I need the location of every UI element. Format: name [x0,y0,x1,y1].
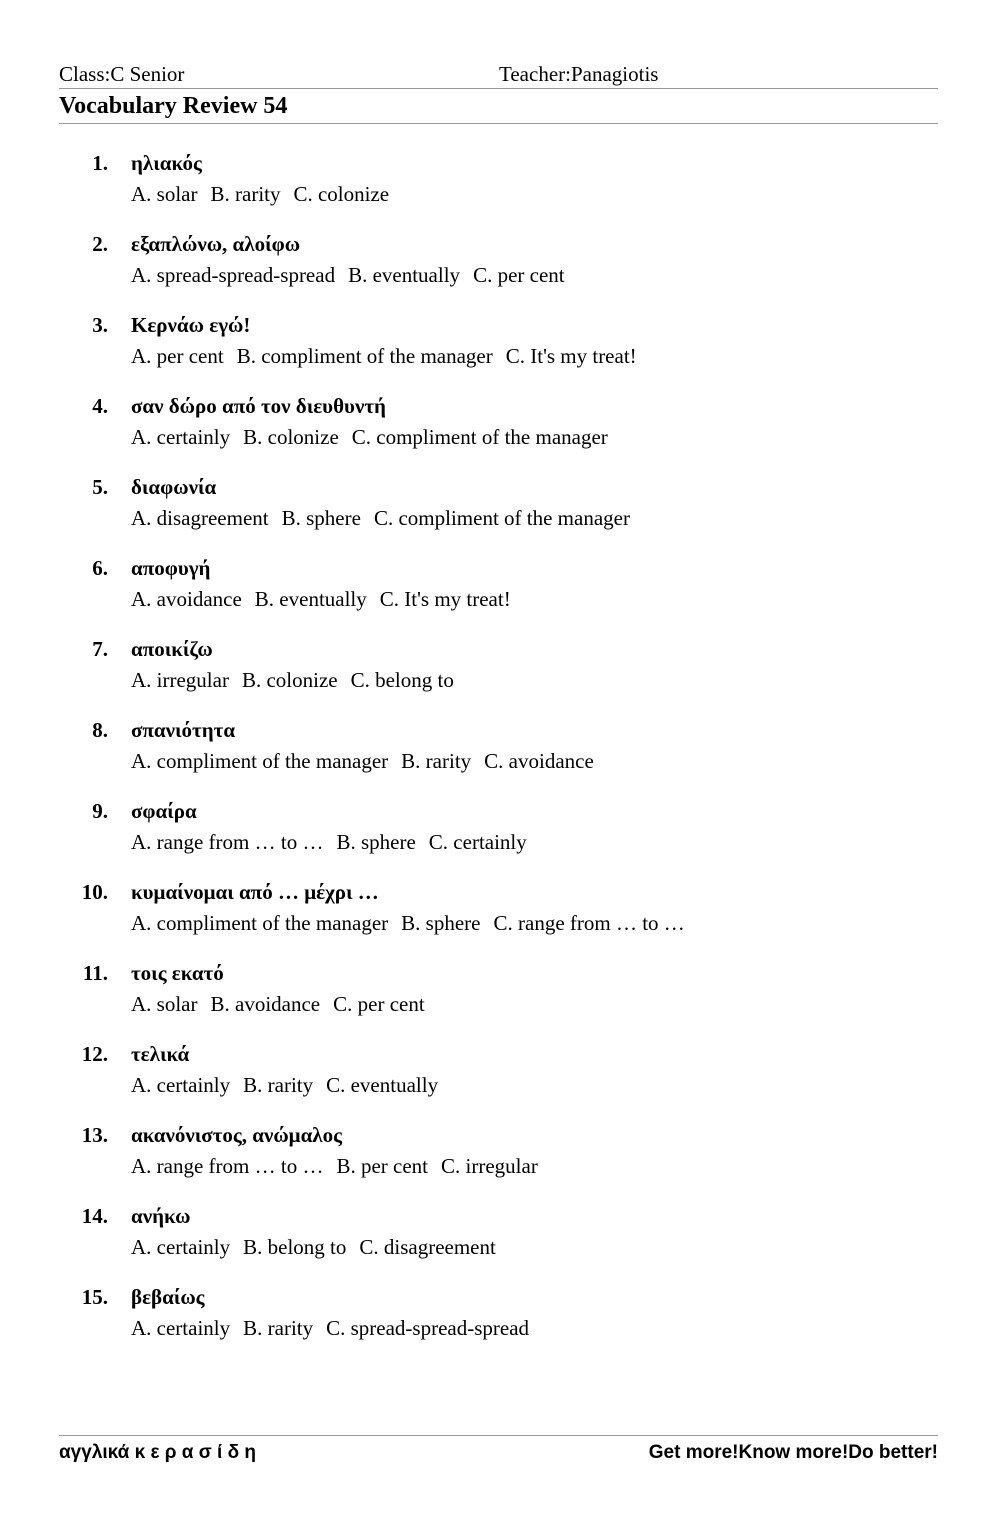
answer-option: C. compliment of the manager [351,425,608,449]
question-number: 3. [92,313,108,337]
answer-option: A. certainly [131,1235,231,1259]
question-number: 13. [81,1123,108,1147]
answer-option: A. solar [131,992,198,1016]
answer-options [131,1153,551,1179]
question-word: ακανόνιστος, ανώμαλος [131,1123,342,1147]
question-item [0,312,1000,393]
question-number: 10. [81,880,108,904]
answer-option: A. compliment of the manager [131,911,389,935]
answer-option: B. rarity [243,1073,314,1097]
question-word: βεβαίως [131,1285,205,1309]
question-number: 8. [92,718,108,742]
question-word: σφαίρα [131,799,197,823]
answer-option: C. certainly [428,830,527,854]
question-word: αποφυγή [131,556,211,580]
question-list [0,150,1000,1365]
answer-option: B. per cent [336,1154,429,1178]
page-title: Vocabulary Review 54 [59,93,938,124]
answer-option: B. avoidance [210,992,321,1016]
answer-option: A. certainly [131,425,231,449]
answer-option: B. rarity [401,749,472,773]
question-item [0,636,1000,717]
answer-options [131,1315,542,1341]
question-word: Κερνάω εγώ! [131,313,251,337]
answer-option: A. compliment of the manager [131,749,389,773]
answer-options [131,424,621,450]
question-word: εξαπλώνω, αλοίφω [131,232,301,256]
answer-option: C. compliment of the manager [373,506,630,530]
question-number: 7. [92,637,108,661]
question-word: τελικά [131,1042,190,1066]
question-word: κυμαίνομαι από … μέχρι … [131,880,379,904]
question-item [0,1203,1000,1284]
question-word: σπανιότητα [131,718,236,742]
answer-option: B. sphere [401,911,481,935]
answer-options [131,748,607,774]
answer-option: B. compliment of the manager [236,344,493,368]
answer-option: A. range from … to … [131,1154,324,1178]
question-word: σαν δώρο από τον διευθυντή [131,394,386,418]
answer-option: C. per cent [333,992,425,1016]
answer-options [131,1234,509,1260]
question-item [0,798,1000,879]
question-item [0,879,1000,960]
footer-brand: αγγλικά κ ε ρ α σ ί δ η [59,1442,256,1463]
answer-option: B. colonize [241,668,338,692]
question-number: 15. [81,1285,108,1309]
question-number: 1. [92,151,108,175]
question-word: τοις εκατό [131,961,224,985]
answer-option: B. eventually [348,263,461,287]
answer-options [131,1072,451,1098]
answer-option: B. sphere [336,830,416,854]
question-item [0,1041,1000,1122]
answer-option: B. belong to [243,1235,347,1259]
answer-option: C. It's my treat! [505,344,637,368]
question-number: 5. [92,475,108,499]
answer-options [131,829,540,855]
answer-option: B. colonize [243,425,339,449]
question-number: 14. [81,1204,108,1228]
question-item [0,555,1000,636]
question-number: 2. [92,232,108,256]
question-item [0,393,1000,474]
answer-options [131,505,643,531]
answer-option: B. eventually [254,587,367,611]
answer-options [131,586,524,612]
footer-slogan: Get more!Know more!Do better! [648,1442,938,1463]
answer-option: C. disagreement [359,1235,496,1259]
answer-option: C. avoidance [484,749,594,773]
answer-option: A. range from … to … [131,830,324,854]
answer-option: C. per cent [473,263,565,287]
question-item [0,1284,1000,1365]
answer-option: A. irregular [131,668,229,692]
answer-option: B. rarity [243,1316,314,1340]
question-item [0,150,1000,231]
question-number: 9. [92,799,108,823]
answer-option: A. certainly [131,1073,231,1097]
answer-option: C. eventually [326,1073,439,1097]
answer-options [131,262,578,288]
answer-options [131,667,467,693]
answer-option: A. solar [131,182,198,206]
answer-option: C. irregular [441,1154,538,1178]
question-word: ανήκω [131,1204,191,1228]
question-number: 11. [82,961,108,985]
question-item [0,960,1000,1041]
question-word: αποικίζω [131,637,213,661]
answer-option: B. rarity [210,182,281,206]
answer-option: C. It's my treat! [379,587,511,611]
question-item [0,474,1000,555]
answer-option: A. per cent [131,344,224,368]
question-number: 4. [92,394,108,418]
answer-option: C. spread-spread-spread [326,1316,530,1340]
question-number: 12. [81,1042,108,1066]
question-item [0,1122,1000,1203]
answer-option: A. avoidance [131,587,242,611]
teacher-label: Teacher:Panagiotis [499,62,659,86]
answer-option: B. sphere [281,506,361,530]
answer-options [131,910,698,936]
question-item [0,717,1000,798]
answer-option: C. range from … to … [493,911,685,935]
question-word: διαφωνία [131,475,217,499]
answer-option: A. certainly [131,1316,231,1340]
answer-option: C. colonize [293,182,390,206]
answer-option: A. spread-spread-spread [131,263,336,287]
question-item [0,231,1000,312]
answer-option: C. belong to [350,668,454,692]
question-number: 6. [92,556,108,580]
footer [59,1435,938,1476]
answer-options [131,181,402,207]
answer-options [131,991,438,1017]
question-word: ηλιακός [131,151,202,175]
answer-options [131,343,650,369]
header [59,62,938,89]
answer-option: A. disagreement [131,506,269,530]
class-label: Class:C Senior [59,62,185,86]
